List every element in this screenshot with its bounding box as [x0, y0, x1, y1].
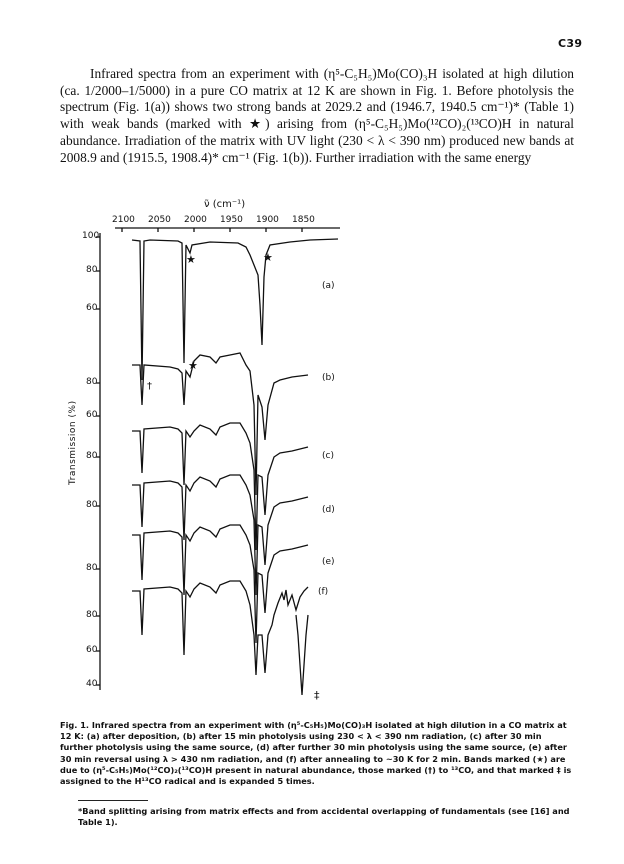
spectra-plot	[60, 195, 400, 715]
footnote: *Band splitting arising from matrix effects and from accidental overlapping of fundamentals (see [16] and Table 1).	[78, 806, 570, 827]
trace-label-a: (a)	[322, 281, 335, 291]
x-axis-title: ν̃ (cm⁻¹)	[204, 199, 246, 210]
y-tick: 80	[86, 265, 98, 275]
y-tick: 80	[86, 610, 98, 620]
spectrum-trace-d	[132, 475, 308, 595]
x-tick: 2050	[148, 215, 171, 225]
spectrum-trace-f	[132, 581, 308, 675]
y-tick: 100	[82, 231, 100, 241]
x-tick: 2100	[112, 215, 135, 225]
double-dagger-marker: ‡	[314, 689, 320, 702]
spectrum-trace-a	[132, 239, 338, 380]
star-marker: ★	[188, 359, 198, 372]
x-tick: 2000	[184, 215, 207, 225]
star-marker: ★	[263, 251, 273, 264]
trace-label-f: (f)	[318, 587, 329, 597]
spectrum-trace-b	[132, 353, 308, 495]
x-tick: 1950	[220, 215, 243, 225]
trace-label-d: (d)	[322, 505, 335, 515]
y-tick: 40	[86, 679, 98, 689]
y-tick: 80	[86, 451, 98, 461]
y-axis-title: Transmission (%)	[68, 400, 78, 485]
ir-spectra-figure	[60, 195, 400, 715]
y-tick: 60	[86, 645, 98, 655]
x-tick: 1900	[256, 215, 279, 225]
trace-label-e: (e)	[322, 557, 335, 567]
y-tick: 80	[86, 377, 98, 387]
spectrum-trace-c	[132, 423, 308, 550]
star-marker: ★	[186, 253, 196, 266]
spectrum-trace-e	[132, 525, 308, 643]
y-tick: 80	[86, 563, 98, 573]
y-tick: 80	[86, 500, 98, 510]
trace-label-b: (b)	[322, 373, 335, 383]
figure-caption: Fig. 1. Infrared spectra from an experiment with (η⁵-C₅H₅)Mo(CO)₃H isolated at high dilution in a CO matrix at 12 K: (a) after deposition, (b) after 15 min photolysis using 230 < λ < 390 nm radiation, (c) after 30 min further photolysis using the same source, (d) after further 30 min photolysis using the same source, (e) after 30 min reversal using λ > 430 nm radiation, and (f) after annealing to ~30 K for 2 min. Bands marked (★) are due to (η⁵-C₅H₅)Mo(¹²CO)₂(¹³CO)H present in natural abundance, those marked (†) to ¹³CO, and that marked ‡ is assigned to the H¹³CO radical and is expanded 5 times.	[60, 720, 572, 787]
y-tick: 60	[86, 303, 98, 313]
trace-label-c: (c)	[322, 451, 334, 461]
intro-paragraph: Infrared spectra from an experiment with (η⁵-C₅H₅)Mo(CO)₃H isolated at high dilution (ca. 1/2000–1/5000) in a pure CO matrix at 12 K are shown in Fig. 1. Before photolysis the spectrum (Fig. 1(a)) shows two strong bands at 2029.2 and (1946.7, 1940.5 cm⁻¹)* (Table 1) with weak bands (marked with ★) arising from (η⁵-C₅H₅)Mo(¹²CO)₂(¹³CO)H in natural abundance. Irradiation of the matrix with UV light (230 < λ < 390 nm) produced new bands at 2008.9 and (1915.5, 1908.4)* cm⁻¹ (Fig. 1(b)). Further irradiation with the same energy	[60, 66, 574, 165]
h13co-expanded-band	[296, 615, 308, 695]
footnote-rule	[78, 800, 148, 801]
x-tick: 1850	[292, 215, 315, 225]
dagger-marker: †	[147, 381, 152, 392]
page-number: C39	[558, 37, 583, 50]
y-tick: 60	[86, 410, 98, 420]
